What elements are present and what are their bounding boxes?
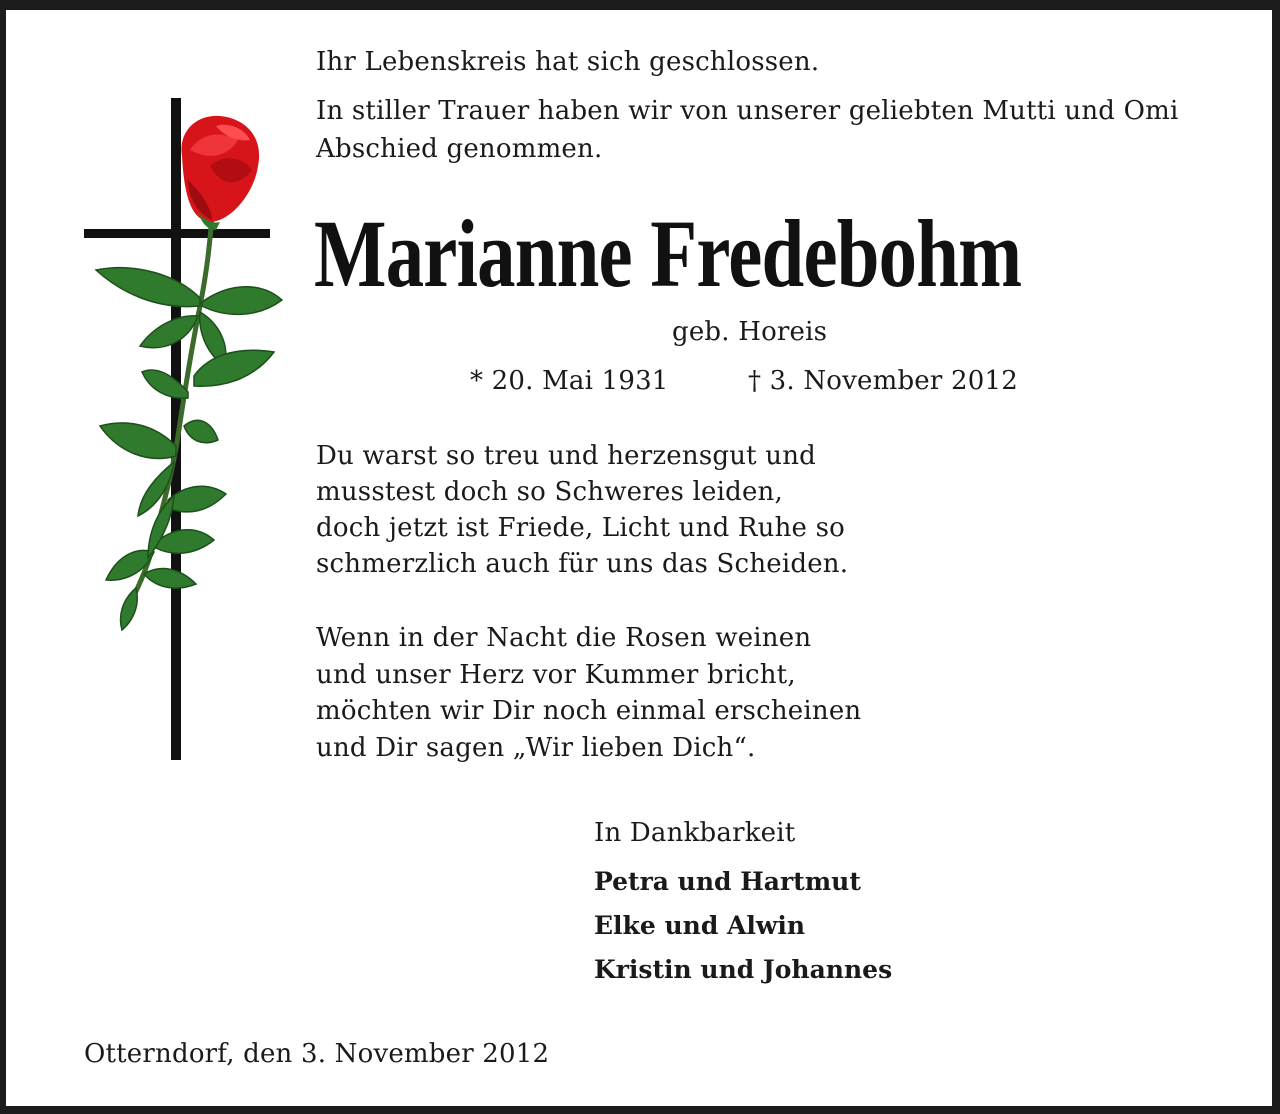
- poem-line: Wenn in der Nacht die Rosen weinen: [316, 623, 812, 653]
- rose-bloom: [181, 116, 259, 230]
- rose-leaves: [96, 268, 282, 630]
- cross-with-rose-icon: [60, 96, 300, 766]
- place-date: Otterndorf, den 3. November 2012: [84, 1039, 550, 1069]
- family-member: Petra und Hartmut: [594, 867, 861, 896]
- maiden-name: geb. Horeis: [672, 317, 828, 347]
- poem-line: und Dir sagen „Wir lieben Dich“.: [316, 733, 756, 763]
- poem-line: schmerzlich auch für uns das Scheiden.: [316, 549, 849, 579]
- poem-line: doch jetzt ist Friede, Licht und Ruhe so: [316, 513, 845, 543]
- intro-line-2: In stiller Trauer haben wir von unserer geliebten Mutti und Omi Abschied genommen.: [316, 96, 1179, 164]
- birth-date: * 20. Mai 1931: [470, 366, 669, 396]
- poem-line: Du warst so treu und herzensgut und: [316, 441, 816, 471]
- poem-line: möchten wir Dir noch einmal erscheinen: [316, 696, 862, 726]
- family-member: Kristin und Johannes: [594, 955, 893, 984]
- poem-line: und unser Herz vor Kummer bricht,: [316, 660, 796, 690]
- death-date: † 3. November 2012: [748, 366, 1018, 396]
- family-member: Elke und Alwin: [594, 911, 806, 940]
- cross-horizontal-beam: [84, 229, 270, 238]
- thanks-line: In Dankbarkeit: [594, 818, 796, 848]
- poem-line: musstest doch so Schweres leiden,: [316, 477, 783, 507]
- deceased-name: Marianne Fredebohm: [314, 200, 1022, 307]
- intro-line-1: Ihr Lebenskreis hat sich geschlossen.: [316, 47, 820, 77]
